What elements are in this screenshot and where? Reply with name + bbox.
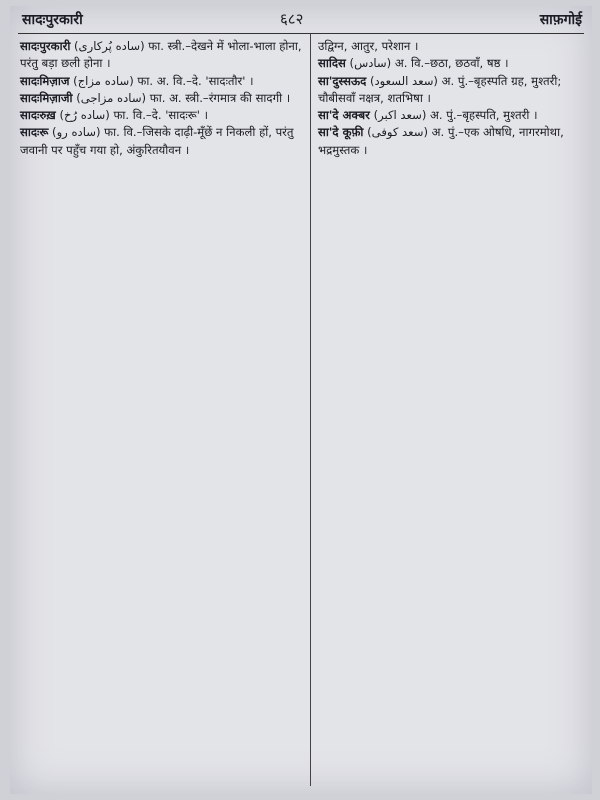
definition: उद्विग्न, आतुर, परेशान । [318,39,419,53]
dictionary-entry [318,73,584,108]
headword: सादःमिज़ाज [20,73,70,88]
header-right-guideword: साफ़गोई [539,12,582,28]
headword: सादःमिज़ाजी [20,90,73,105]
dictionary-entry [318,38,584,55]
dictionary-entry [20,107,304,124]
column-divider [310,34,311,786]
definition: (سادس) अ. वि.–छठा, छठवाँ, षष्ठ । [349,56,509,71]
dictionary-entry [318,124,584,159]
headword: सादिस [318,56,346,71]
headword: सा'दे कूफ़ी [318,125,364,140]
definition: (ساده پُرکاری) फा. स्त्री.–देखने में भोला-भाला होना, परंतु बड़ा छली होना । [20,39,302,71]
dictionary-page [10,6,592,794]
headword: सा'दुस्सऊद [318,73,367,88]
definition: (سعد کوفی) अ. पुं.–एक ओषधि, नागरमोथा, भद्रमुस्तक । [318,125,564,157]
header-left-guideword: सादःपुरकारी [22,12,83,28]
definition: (ساده مزاجی) फा. अ. स्त्री.–रंगमात्र की सादगी । [76,90,291,105]
headword: सादःरुख़ [20,108,56,123]
dictionary-entry [20,38,304,73]
dictionary-entry [20,124,304,159]
header-rule [18,33,584,34]
dictionary-entry [318,107,584,124]
page-header [10,6,592,32]
dictionary-entry [318,55,584,72]
right-column [318,38,584,159]
headword: सादःपुरकारी [20,39,71,53]
definition: (سعد السعود) अ. पुं.–बृहस्पति ग्रह, मुश्तरी; चौबीसवाँ नक्षत्र, शतभिषा । [318,73,562,105]
left-column [20,38,304,159]
dictionary-entry [20,73,304,90]
headword: सादःरू [20,125,49,140]
page-number: ६८२ [280,10,304,28]
definition: (ساده رو) फा. वि.–जिसके दाढ़ी-मूँछें न निकली हों, परंतु जवानी पर पहुँच गया हो, अंकुरितयौवन । [20,125,294,157]
definition: (سعد اکبر) अ. पुं.–बृहस्पति, मुश्तरी । [373,108,538,123]
definition: (ساده مزاج) फा. अ. वि.–दे. 'सादःतौर' । [73,73,254,88]
definition: (ساده رُخ) फा. वि.–दे. 'सादःरू' । [59,108,209,123]
headword: सा'दे अक्बर [318,108,370,123]
dictionary-entry [20,90,304,107]
